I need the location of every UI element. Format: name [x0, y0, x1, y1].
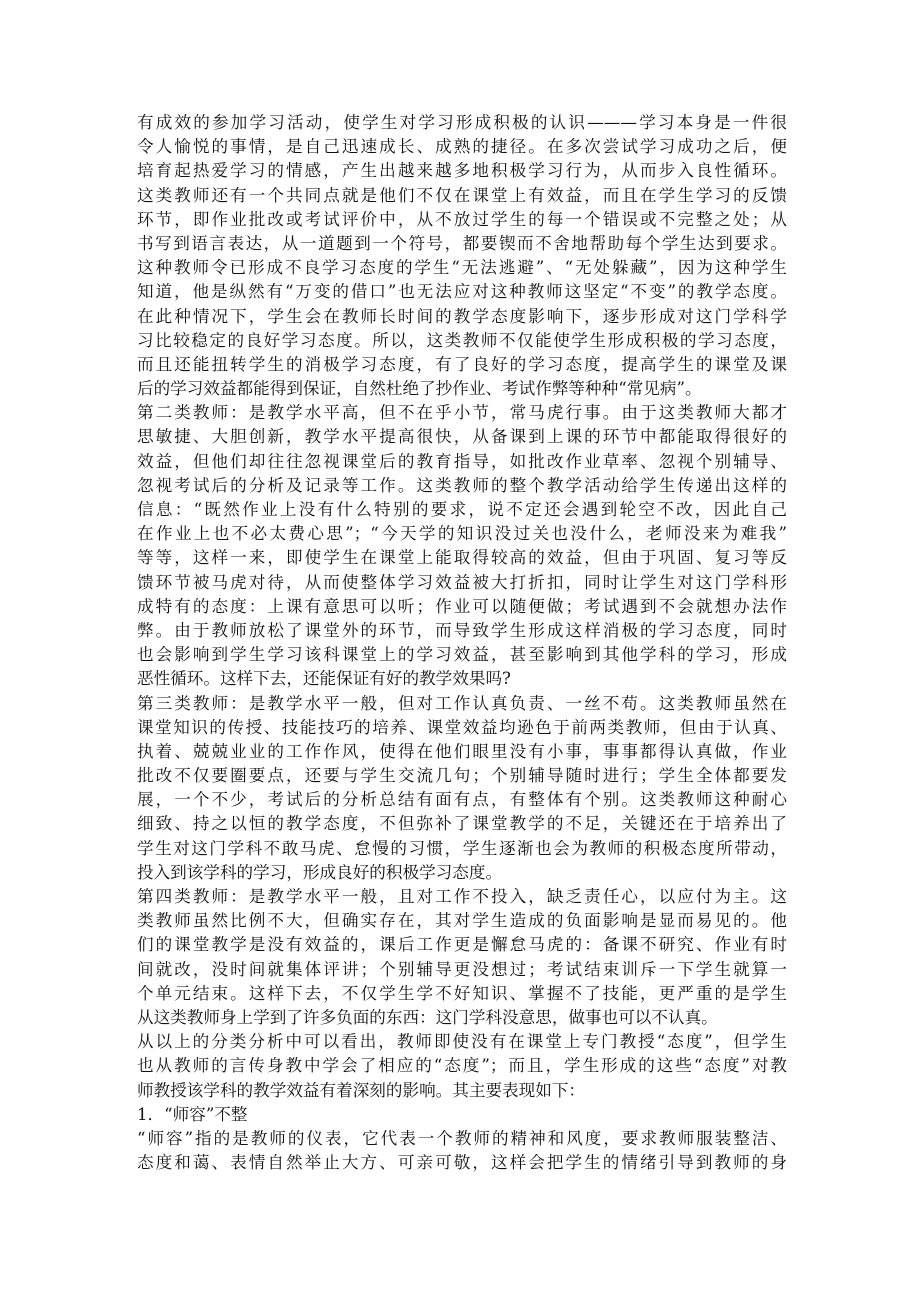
text-line: 习比较稳定的良好学习态度。所以，这类教师不仅能使学生形成积极的学习态度，	[137, 330, 787, 350]
text-line: 令人愉悦的事情，是自己迅速成长、成熟的捷径。在多次尝试学习成功之后，便	[137, 137, 787, 157]
document-body-text	[137, 111, 787, 1175]
text-line: 成特有的态度：上课有意思可以听；作业可以随便做；考试遇到不会就想办法作	[137, 596, 787, 616]
text-line: 有成效的参加学习活动，使学生对学习形成积极的认识———学习本身是一件很	[137, 113, 787, 132]
text-line: 从以上的分类分析中可以看出，教师即使没有在课堂上专门教授“态度”，但学生	[137, 1032, 787, 1052]
text-line: 后的学习效益都能得到保证，自然杜绝了抄作业、考试作弊等种种“常见病”。	[137, 379, 702, 399]
text-line: 类教师虽然比例不大，但确实存在，其对学生造成的负面影响是显而易见的。他	[137, 911, 787, 931]
text-line: 展，一个不少，考试后的分析总结有面有点，有整体有个别。这类教师这种耐心	[137, 790, 787, 810]
text-line: 第二类教师：是教学水平高，但不在乎小节，常马虎行事。由于这类教师大都才	[137, 403, 787, 423]
text-line: 们的课堂教学是没有效益的，课后工作更是懈怠马虎的：备课不研究、作业有时	[137, 935, 787, 955]
text-line: 个单元结束。这样下去，不仅学生学不好知识、掌握不了技能，更严重的是学生	[137, 983, 787, 1003]
text-line: 也从教师的言传身教中学会了相应的“态度”；而且，学生形成的这些“态度”对教	[137, 1056, 787, 1076]
text-line: 知道，他是纵然有“万变的借口”也无法应对这种教师这坚定“不变”的教学态度。	[137, 282, 787, 302]
text-line: 师教授该学科的教学效益有着深刻的影响。其主要表现如下：	[137, 1080, 586, 1100]
text-line: 批改不仅要圈要点，还要与学生交流几句；个别辅导随时进行；学生全体都要发	[137, 766, 787, 786]
text-line: 执着、兢兢业业的工作作风，使得在他们眼里没有小事，事事都得认真做，作业	[137, 741, 787, 761]
text-line: 间就改，没时间就集体评讲；个别辅导更没想过；考试结束训斥一下学生就算一	[137, 959, 787, 979]
text-line: 学生对这门学科不敢马虎、怠慢的习惯，学生逐渐也会为教师的积极态度所带动，	[137, 838, 787, 858]
text-line: 这类教师还有一个共同点就是他们不仅在课堂上有效益，而且在学生学习的反馈	[137, 185, 787, 205]
text-line: 也会影响到学生学习该科课堂上的学习效益，甚至影响到其他学科的学习，形成	[137, 645, 787, 665]
text-line: 投入到该学科的学习，形成良好的积极学习态度。	[137, 862, 503, 882]
text-line: 1．“师容”不整	[137, 1104, 248, 1124]
text-line: 等等，这样一来，即使学生在课堂上能取得较高的效益，但由于巩固、复习等反	[137, 548, 787, 568]
text-line: 第三类教师：是教学水平一般，但对工作认真负责、一丝不苟。这类教师虽然在	[137, 693, 787, 713]
text-line: “师容”指的是教师的仪表，它代表一个教师的精神和风度，要求教师服装整洁、	[137, 1128, 787, 1148]
text-line: 书写到语言表达，从一道题到一个符号，都要锲而不舍地帮助每个学生达到要求。	[137, 233, 787, 253]
text-line: 这种教师令已形成不良学习态度的学生“无法逃避”、“无处躲藏”，因为这种学生	[137, 258, 787, 278]
text-line: 信息：“既然作业上没有什么特别的要求，说不定还会遇到轮空不改，因此自己	[137, 500, 787, 519]
text-line: 在此种情况下，学生会在教师长时间的教学态度影响下，逐步形成对这门学科学	[137, 306, 787, 326]
text-line: 馈环节被马虎对待，从而使整体学习效益被大打折扣，同时让学生对这门学科形	[137, 572, 787, 592]
text-line: 效益，但他们却往往忽视课堂后的教育指导，如批改作业草率、忽视个别辅导、	[137, 451, 787, 471]
text-line: 而且还能扭转学生的消极学习态度，有了良好的学习态度，提高学生的课堂及课	[137, 354, 787, 374]
text-line: 弊。由于教师放松了课堂外的环节，而导致学生形成这样消极的学习态度，同时	[137, 620, 787, 640]
text-line: 思敏捷、大胆创新，教学水平提高很快，从备课到上课的环节中都能取得很好的	[137, 427, 787, 447]
text-line: 环节，即作业批改或考试评价中，从不放过学生的每一个错误或不完整之处；从	[137, 209, 787, 229]
text-line: 在作业上也不必太费心思”；“今天学的知识没过关也没什么，老师没来为难我”	[137, 524, 787, 544]
text-line: 第四类教师：是教学水平一般，且对工作不投入，缺乏责任心，以应付为主。这	[137, 887, 787, 906]
text-line: 课堂知识的传授、技能技巧的培养、课堂效益均逊色于前两类教师，但由于认真、	[137, 717, 787, 737]
text-line: 细致、持之以恒的教学态度，不但弥补了课堂教学的不足，关键还在于培养出了	[137, 814, 787, 834]
text-line: 从这类教师身上学到了许多负面的东西：这门学科没意思，做事也可以不认真。	[137, 1007, 718, 1027]
text-line: 恶性循环。这样下去，还能保证有好的教学效果吗?	[137, 669, 511, 689]
text-line: 忽视考试后的分析及记录等工作。这类教师的整个教学活动给学生传递出这样的	[137, 475, 787, 495]
text-line: 培育起热爱学习的情感，产生出越来越多地积极学习行为，从而步入良性循环。	[137, 161, 787, 181]
text-line: 态度和蔼、表情自然举止大方、可亲可敬，这样会把学生的情绪引导到教师的身	[137, 1153, 787, 1173]
